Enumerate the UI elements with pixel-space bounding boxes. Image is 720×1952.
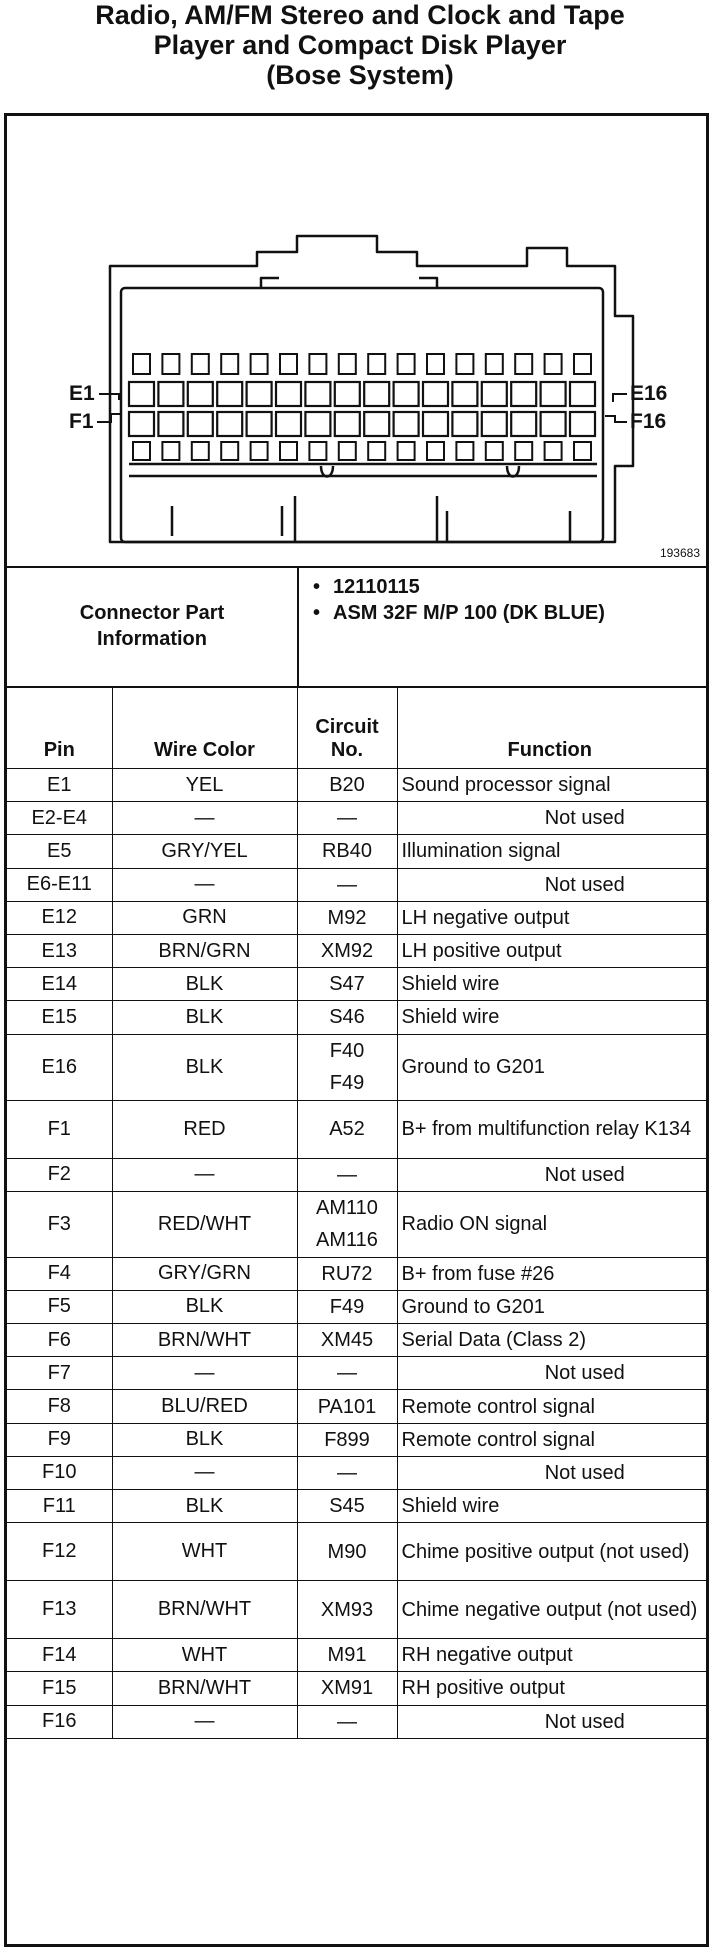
cavity-latch bbox=[221, 442, 238, 460]
cavity-f-row bbox=[482, 412, 507, 436]
pin-cell: E14 bbox=[7, 968, 112, 1001]
pin-cell: F8 bbox=[7, 1390, 112, 1423]
circuit-cell bbox=[297, 1290, 397, 1323]
cavity-latch bbox=[515, 354, 532, 374]
circuit-cell bbox=[297, 1456, 397, 1489]
header-circuit-line2: No. bbox=[330, 739, 364, 761]
circuit-number: — bbox=[337, 807, 357, 830]
figure-id: 193683 bbox=[659, 546, 700, 560]
function-cell: Shield wire bbox=[397, 968, 706, 1001]
wire-color-cell: RED bbox=[112, 1100, 297, 1158]
header-pin: Pin bbox=[7, 686, 112, 769]
cavity-e-row bbox=[335, 382, 360, 406]
title-line-2: Player and Compact Disk Player bbox=[153, 30, 567, 60]
circuit-number: XM92 bbox=[320, 940, 374, 963]
cavity-f-row bbox=[511, 412, 536, 436]
circuit-number: S47 bbox=[329, 973, 365, 996]
cavity-e-row bbox=[541, 382, 566, 406]
function-cell: Not used bbox=[397, 1705, 706, 1738]
cavity-latch bbox=[251, 442, 268, 460]
cavity-e-row bbox=[452, 382, 477, 406]
table-row bbox=[7, 1290, 706, 1323]
circuit-cell bbox=[297, 1100, 397, 1158]
circuit-cell bbox=[297, 1324, 397, 1357]
connector-part-information bbox=[7, 566, 706, 688]
circuit-cell bbox=[297, 1390, 397, 1423]
cavity-latch bbox=[162, 354, 179, 374]
function-cell: Radio ON signal bbox=[397, 1191, 706, 1257]
cavity-f-row bbox=[276, 412, 301, 436]
circuit-number: RU72 bbox=[321, 1262, 373, 1285]
cavity-latch bbox=[456, 354, 473, 374]
pin-cell: F14 bbox=[7, 1639, 112, 1672]
table-row bbox=[7, 1456, 706, 1489]
cavity-e-row bbox=[482, 382, 507, 406]
wire-color-cell: WHT bbox=[112, 1639, 297, 1672]
pin-cell: E13 bbox=[7, 934, 112, 967]
cavity-latch bbox=[309, 354, 326, 374]
pin-cell: F9 bbox=[7, 1423, 112, 1456]
circuit-number: B20 bbox=[329, 774, 365, 797]
pin-cell: F6 bbox=[7, 1324, 112, 1357]
cavity-f-row bbox=[188, 412, 213, 436]
cavity-e-row bbox=[570, 382, 595, 406]
cavity-e-row bbox=[305, 382, 330, 406]
cavity-f-row bbox=[247, 412, 272, 436]
function-cell: Ground to G201 bbox=[397, 1290, 706, 1323]
wire-color-cell: BLK bbox=[112, 1034, 297, 1100]
pin-table bbox=[7, 686, 706, 1739]
cavity-latch bbox=[368, 442, 385, 460]
label-f1: F1 bbox=[69, 410, 94, 433]
circuit-cell bbox=[297, 1001, 397, 1034]
cavity-latch bbox=[221, 354, 238, 374]
circuit-number: XM91 bbox=[320, 1677, 374, 1700]
cavity-e-row bbox=[188, 382, 213, 406]
circuit-number: M90 bbox=[327, 1540, 367, 1563]
table-row bbox=[7, 1357, 706, 1390]
cavity-latch bbox=[133, 354, 150, 374]
circuit-number: RB40 bbox=[321, 840, 373, 863]
cavity-e-row bbox=[276, 382, 301, 406]
function-cell: Not used bbox=[397, 868, 706, 901]
cavity-latch bbox=[515, 442, 532, 460]
cavity-latch bbox=[251, 354, 268, 374]
cavity-f-row bbox=[217, 412, 242, 436]
table-row bbox=[7, 1001, 706, 1034]
table-row bbox=[7, 1034, 706, 1100]
function-cell: Not used bbox=[397, 1357, 706, 1390]
circuit-cell bbox=[297, 1034, 397, 1100]
pin-cell: E6-E11 bbox=[7, 868, 112, 901]
label-f16: F16 bbox=[630, 410, 667, 433]
circuit-number: A52 bbox=[329, 1118, 365, 1140]
circuit-number: AM116 bbox=[316, 1229, 378, 1252]
cavity-latch bbox=[309, 442, 326, 460]
pin-cell: F5 bbox=[7, 1290, 112, 1323]
table-row bbox=[7, 968, 706, 1001]
connector-face-drawing bbox=[7, 116, 706, 566]
function-cell: B+ from multifunction relay K134 bbox=[397, 1100, 706, 1158]
circuit-cell bbox=[297, 1581, 397, 1639]
cavity-latch bbox=[280, 354, 297, 374]
wire-color-cell: BRN/WHT bbox=[112, 1581, 297, 1639]
pin-cell: F10 bbox=[7, 1456, 112, 1489]
function-cell: Not used bbox=[397, 802, 706, 835]
circuit-cell bbox=[297, 1490, 397, 1523]
cavity-e-row bbox=[423, 382, 448, 406]
cavity-f-row bbox=[364, 412, 389, 436]
wire-color-cell: — bbox=[112, 802, 297, 835]
cavity-f-row bbox=[452, 412, 477, 436]
cavity-latch bbox=[427, 442, 444, 460]
table-row bbox=[7, 802, 706, 835]
table-row bbox=[7, 769, 706, 802]
function-cell: Illumination signal bbox=[397, 835, 706, 868]
table-row bbox=[7, 1672, 706, 1705]
table-row bbox=[7, 1490, 706, 1523]
cavity-f-row bbox=[158, 412, 183, 436]
connector-part-label bbox=[7, 566, 299, 686]
wire-color-cell: BRN/GRN bbox=[112, 934, 297, 967]
table-row bbox=[7, 1191, 706, 1257]
circuit-cell bbox=[297, 835, 397, 868]
circuit-cell bbox=[297, 868, 397, 901]
function-cell: Shield wire bbox=[397, 1001, 706, 1034]
cavity-latch bbox=[192, 442, 209, 460]
table-row bbox=[7, 835, 706, 868]
pin-cell: F12 bbox=[7, 1523, 112, 1581]
circuit-number: M92 bbox=[327, 906, 367, 929]
cavity-e-row bbox=[158, 382, 183, 406]
cavity-latch bbox=[368, 354, 385, 374]
wire-color-cell: BLK bbox=[112, 1290, 297, 1323]
function-cell: Serial Data (Class 2) bbox=[397, 1324, 706, 1357]
wire-color-cell: GRY/GRN bbox=[112, 1257, 297, 1290]
cavity-f-row bbox=[335, 412, 360, 436]
connector-part-values bbox=[307, 574, 697, 626]
cavity-e-row bbox=[364, 382, 389, 406]
function-cell: Not used bbox=[397, 1158, 706, 1191]
circuit-number: S46 bbox=[329, 1006, 365, 1029]
wire-color-cell: BRN/WHT bbox=[112, 1324, 297, 1357]
table-row bbox=[7, 1390, 706, 1423]
pin-cell: E2-E4 bbox=[7, 802, 112, 835]
cavity-latch bbox=[398, 442, 415, 460]
table-row bbox=[7, 1705, 706, 1738]
wire-color-cell: — bbox=[112, 1357, 297, 1390]
cavity-e-row bbox=[217, 382, 242, 406]
cavity-latch bbox=[398, 354, 415, 374]
table-row bbox=[7, 1523, 706, 1581]
pin-cavities bbox=[129, 354, 595, 460]
cavity-latch bbox=[339, 354, 356, 374]
circuit-number: XM45 bbox=[320, 1329, 374, 1352]
cavity-latch bbox=[192, 354, 209, 374]
circuit-cell bbox=[297, 1672, 397, 1705]
wire-color-cell: BLK bbox=[112, 1490, 297, 1523]
pin-cell: E1 bbox=[7, 769, 112, 802]
cavity-f-row bbox=[423, 412, 448, 436]
wire-color-cell: — bbox=[112, 1456, 297, 1489]
header-wire-color: Wire Color bbox=[112, 686, 297, 769]
circuit-cell bbox=[297, 769, 397, 802]
cavity-f-row bbox=[570, 412, 595, 436]
header-function: Function bbox=[397, 686, 706, 769]
cavity-f-row bbox=[129, 412, 154, 436]
circuit-number: PA101 bbox=[317, 1395, 377, 1418]
circuit-cell bbox=[297, 1191, 397, 1257]
connector-part-label-line1: Connector Part bbox=[79, 602, 225, 624]
table-row bbox=[7, 1639, 706, 1672]
table-row bbox=[7, 1324, 706, 1357]
cavity-e-row bbox=[394, 382, 419, 406]
circuit-cell bbox=[297, 1257, 397, 1290]
cavity-e-row bbox=[247, 382, 272, 406]
cavity-latch bbox=[280, 442, 297, 460]
circuit-cell bbox=[297, 1523, 397, 1581]
wire-color-cell: GRY/YEL bbox=[112, 835, 297, 868]
pin-cell: F3 bbox=[7, 1191, 112, 1257]
connector-diagram bbox=[7, 116, 706, 568]
cavity-latch bbox=[456, 442, 473, 460]
cavity-latch bbox=[339, 442, 356, 460]
header-circuit-line1: Circuit bbox=[315, 716, 379, 738]
pin-cell: E5 bbox=[7, 835, 112, 868]
wire-color-cell: BLK bbox=[112, 1423, 297, 1456]
pin-cell: E12 bbox=[7, 901, 112, 934]
function-cell: Remote control signal bbox=[397, 1390, 706, 1423]
pin-cell: F2 bbox=[7, 1158, 112, 1191]
circuit-cell bbox=[297, 1423, 397, 1456]
circuit-number: F899 bbox=[324, 1428, 370, 1451]
table-row bbox=[7, 868, 706, 901]
connector-sheet bbox=[4, 113, 709, 1947]
function-cell: LH positive output bbox=[397, 934, 706, 967]
circuit-number: — bbox=[337, 1710, 357, 1733]
pin-cell: F13 bbox=[7, 1581, 112, 1639]
circuit-number: — bbox=[337, 1163, 357, 1186]
table-row bbox=[7, 1581, 706, 1639]
pin-cell: E16 bbox=[7, 1034, 112, 1100]
pin-cell: F4 bbox=[7, 1257, 112, 1290]
circuit-number: F49 bbox=[329, 1072, 365, 1094]
pin-cell: F15 bbox=[7, 1672, 112, 1705]
cavity-latch bbox=[545, 442, 562, 460]
circuit-number: F49 bbox=[329, 1295, 365, 1318]
wire-color-cell: WHT bbox=[112, 1523, 297, 1581]
wire-color-cell: BLU/RED bbox=[112, 1390, 297, 1423]
label-e1: E1 bbox=[69, 382, 95, 405]
circuit-number: AM110 bbox=[316, 1197, 378, 1220]
function-cell: Remote control signal bbox=[397, 1423, 706, 1456]
label-e16: E16 bbox=[630, 382, 668, 405]
wire-color-cell: RED/WHT bbox=[112, 1191, 297, 1257]
function-cell: RH negative output bbox=[397, 1639, 706, 1672]
function-cell: Chime positive output (not used) bbox=[397, 1523, 706, 1581]
function-cell: Ground to G201 bbox=[397, 1034, 706, 1100]
table-row bbox=[7, 1100, 706, 1158]
circuit-cell bbox=[297, 901, 397, 934]
cavity-e-row bbox=[511, 382, 536, 406]
wire-color-cell: BLK bbox=[112, 1001, 297, 1034]
wire-color-cell: — bbox=[112, 1158, 297, 1191]
pin-cell: F7 bbox=[7, 1357, 112, 1390]
circuit-cell bbox=[297, 1357, 397, 1390]
table-row bbox=[7, 901, 706, 934]
wire-color-cell: GRN bbox=[112, 901, 297, 934]
circuit-cell bbox=[297, 934, 397, 967]
cavity-latch bbox=[162, 442, 179, 460]
circuit-number: — bbox=[337, 873, 357, 896]
circuit-number: XM93 bbox=[320, 1598, 374, 1621]
table-row bbox=[7, 934, 706, 967]
function-cell: B+ from fuse #26 bbox=[397, 1257, 706, 1290]
wire-color-cell: YEL bbox=[112, 769, 297, 802]
pin-cell: F16 bbox=[7, 1705, 112, 1738]
circuit-number: S45 bbox=[329, 1495, 365, 1518]
connector-assembly: • ASM 32F M/P 100 (DK BLUE) bbox=[307, 600, 697, 626]
circuit-number: — bbox=[337, 1461, 357, 1484]
table-row bbox=[7, 1158, 706, 1191]
circuit-cell bbox=[297, 1705, 397, 1738]
cavity-latch bbox=[486, 442, 503, 460]
cavity-latch bbox=[574, 442, 591, 460]
function-cell: Chime negative output (not used) bbox=[397, 1581, 706, 1639]
function-cell: Shield wire bbox=[397, 1490, 706, 1523]
cavity-latch bbox=[574, 354, 591, 374]
wire-color-cell: — bbox=[112, 868, 297, 901]
wire-color-cell: BLK bbox=[112, 968, 297, 1001]
table-header-row bbox=[7, 686, 706, 769]
circuit-number: F40 bbox=[329, 1040, 365, 1062]
cavity-latch bbox=[133, 442, 150, 460]
wire-color-cell: BRN/WHT bbox=[112, 1672, 297, 1705]
table-row bbox=[7, 1423, 706, 1456]
title-line-1: Radio, AM/FM Stereo and Clock and Tape bbox=[95, 0, 625, 30]
cavity-e-row bbox=[129, 382, 154, 406]
function-cell: LH negative output bbox=[397, 901, 706, 934]
function-cell: Not used bbox=[397, 1456, 706, 1489]
connector-part-number: • 12110115 bbox=[307, 574, 697, 600]
header-circuit-no bbox=[297, 686, 397, 769]
cavity-f-row bbox=[394, 412, 419, 436]
circuit-cell bbox=[297, 968, 397, 1001]
connector-part-label-line2: Information bbox=[97, 628, 207, 650]
cavity-latch bbox=[486, 354, 503, 374]
circuit-cell bbox=[297, 802, 397, 835]
pin-cell: F11 bbox=[7, 1490, 112, 1523]
page-title bbox=[0, 0, 720, 90]
cavity-latch bbox=[545, 354, 562, 374]
function-cell: Sound processor signal bbox=[397, 769, 706, 802]
pin-cell: F1 bbox=[7, 1100, 112, 1158]
cavity-f-row bbox=[541, 412, 566, 436]
cavity-f-row bbox=[305, 412, 330, 436]
circuit-cell bbox=[297, 1639, 397, 1672]
table-row bbox=[7, 1257, 706, 1290]
pin-rows bbox=[7, 769, 706, 1739]
title-line-3: (Bose System) bbox=[266, 60, 454, 90]
cavity-latch bbox=[427, 354, 444, 374]
wire-color-cell: — bbox=[112, 1705, 297, 1738]
pin-cell: E15 bbox=[7, 1001, 112, 1034]
circuit-cell bbox=[297, 1158, 397, 1191]
circuit-number: M91 bbox=[327, 1644, 367, 1667]
circuit-number: — bbox=[337, 1362, 357, 1385]
function-cell: RH positive output bbox=[397, 1672, 706, 1705]
